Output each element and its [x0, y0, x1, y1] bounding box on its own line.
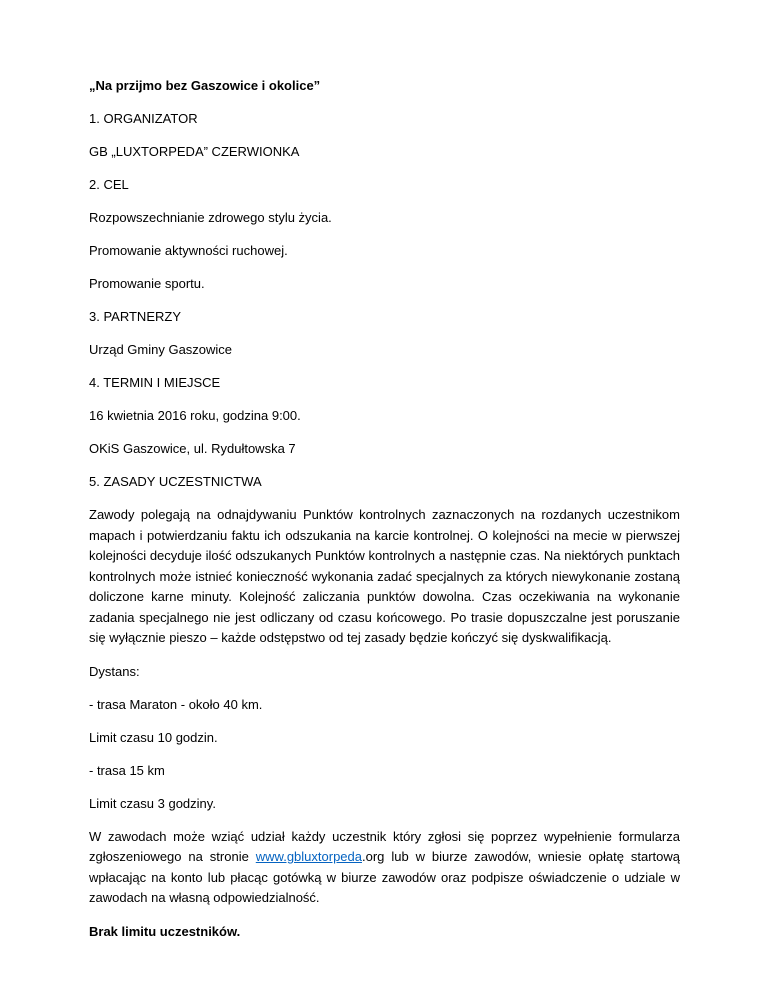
- rules-paragraph: Zawody polegają na odnajdywaniu Punktów kontrolnych zaznaczonych na rozdanych uczestnikom mapach i potwierdzaniu faktu ich odszukania na karcie kontrolnej. O kolejności na mecie w pierwszej kolejności decyduje ilość odszukanych Punktów kontrolnych a następnie czas. Na niektórych punktach kontrolnych może istnieć konieczność wykonania zadać specjalnych za których niewykonanie zostaną doliczone karne minuty. Kolejność zaliczania punktów dowolna. Czas oczekiwania na wykonanie zadania specjalnego nie jest odliczany od czasu końcowego. Po trasie dopuszczalne jest poruszanie się wyłącznie pieszo – każde odstępstwo od tej zasady będzie kończyć się dyskwalifikacją.: [89, 507, 680, 645]
- participation-text-start: W zawodach może wziąć udział każdy uczestnik który zgłosi się poprzez wypełnienie formularza zgłoszeniowego na stronie: [89, 828, 680, 864]
- participant-limit-note: Brak limitu uczestników.: [89, 923, 241, 939]
- route-15km: - trasa 15 km: [89, 762, 165, 778]
- section-3-heading: 3. PARTNERZY: [89, 309, 181, 324]
- section-2-heading: 2. CEL: [89, 177, 129, 192]
- participation-paragraph: [89, 827, 680, 909]
- section-4-heading: 4. TERMIN I MIEJSCE: [89, 375, 221, 390]
- document-page: [89, 76, 680, 955]
- participation-text-end: .org lub w biurze zawodów, wniesie opłatę startową wpłacając na konto lub płacąc gotówką w biurze zawodów oraz podpisze oświadczenie o udziale w zawodach na własną odpowiedzialność.: [89, 849, 680, 905]
- time-limit-15km: Limit czasu 3 godziny.: [89, 795, 216, 811]
- goal-item: Rozpowszechnianie zdrowego stylu życia.: [89, 210, 332, 225]
- section-1-heading: 1. ORGANIZATOR: [89, 111, 198, 126]
- event-date: 16 kwietnia 2016 roku, godzina 9:00.: [89, 408, 301, 423]
- goal-item: Promowanie aktywności ruchowej.: [89, 243, 288, 258]
- distance-label: Dystans:: [89, 663, 140, 679]
- event-place: OKiS Gaszowice, ul. Rydułtowska 7: [89, 441, 296, 456]
- registration-link[interactable]: www.gbluxtorpeda: [255, 849, 362, 864]
- partner-name: Urząd Gminy Gaszowice: [89, 342, 233, 357]
- document-title: „Na przijmo bez Gaszowice i okolice”: [89, 78, 321, 93]
- time-limit-marathon: Limit czasu 10 godzin.: [89, 729, 218, 745]
- organizer-name: GB „LUXTORPEDA” CZERWIONKA: [89, 144, 300, 159]
- section-5-heading: 5. ZASADY UCZESTNICTWA: [89, 474, 262, 489]
- goal-item: Promowanie sportu.: [89, 276, 205, 291]
- route-marathon: - trasa Maraton - około 40 km.: [89, 696, 263, 712]
